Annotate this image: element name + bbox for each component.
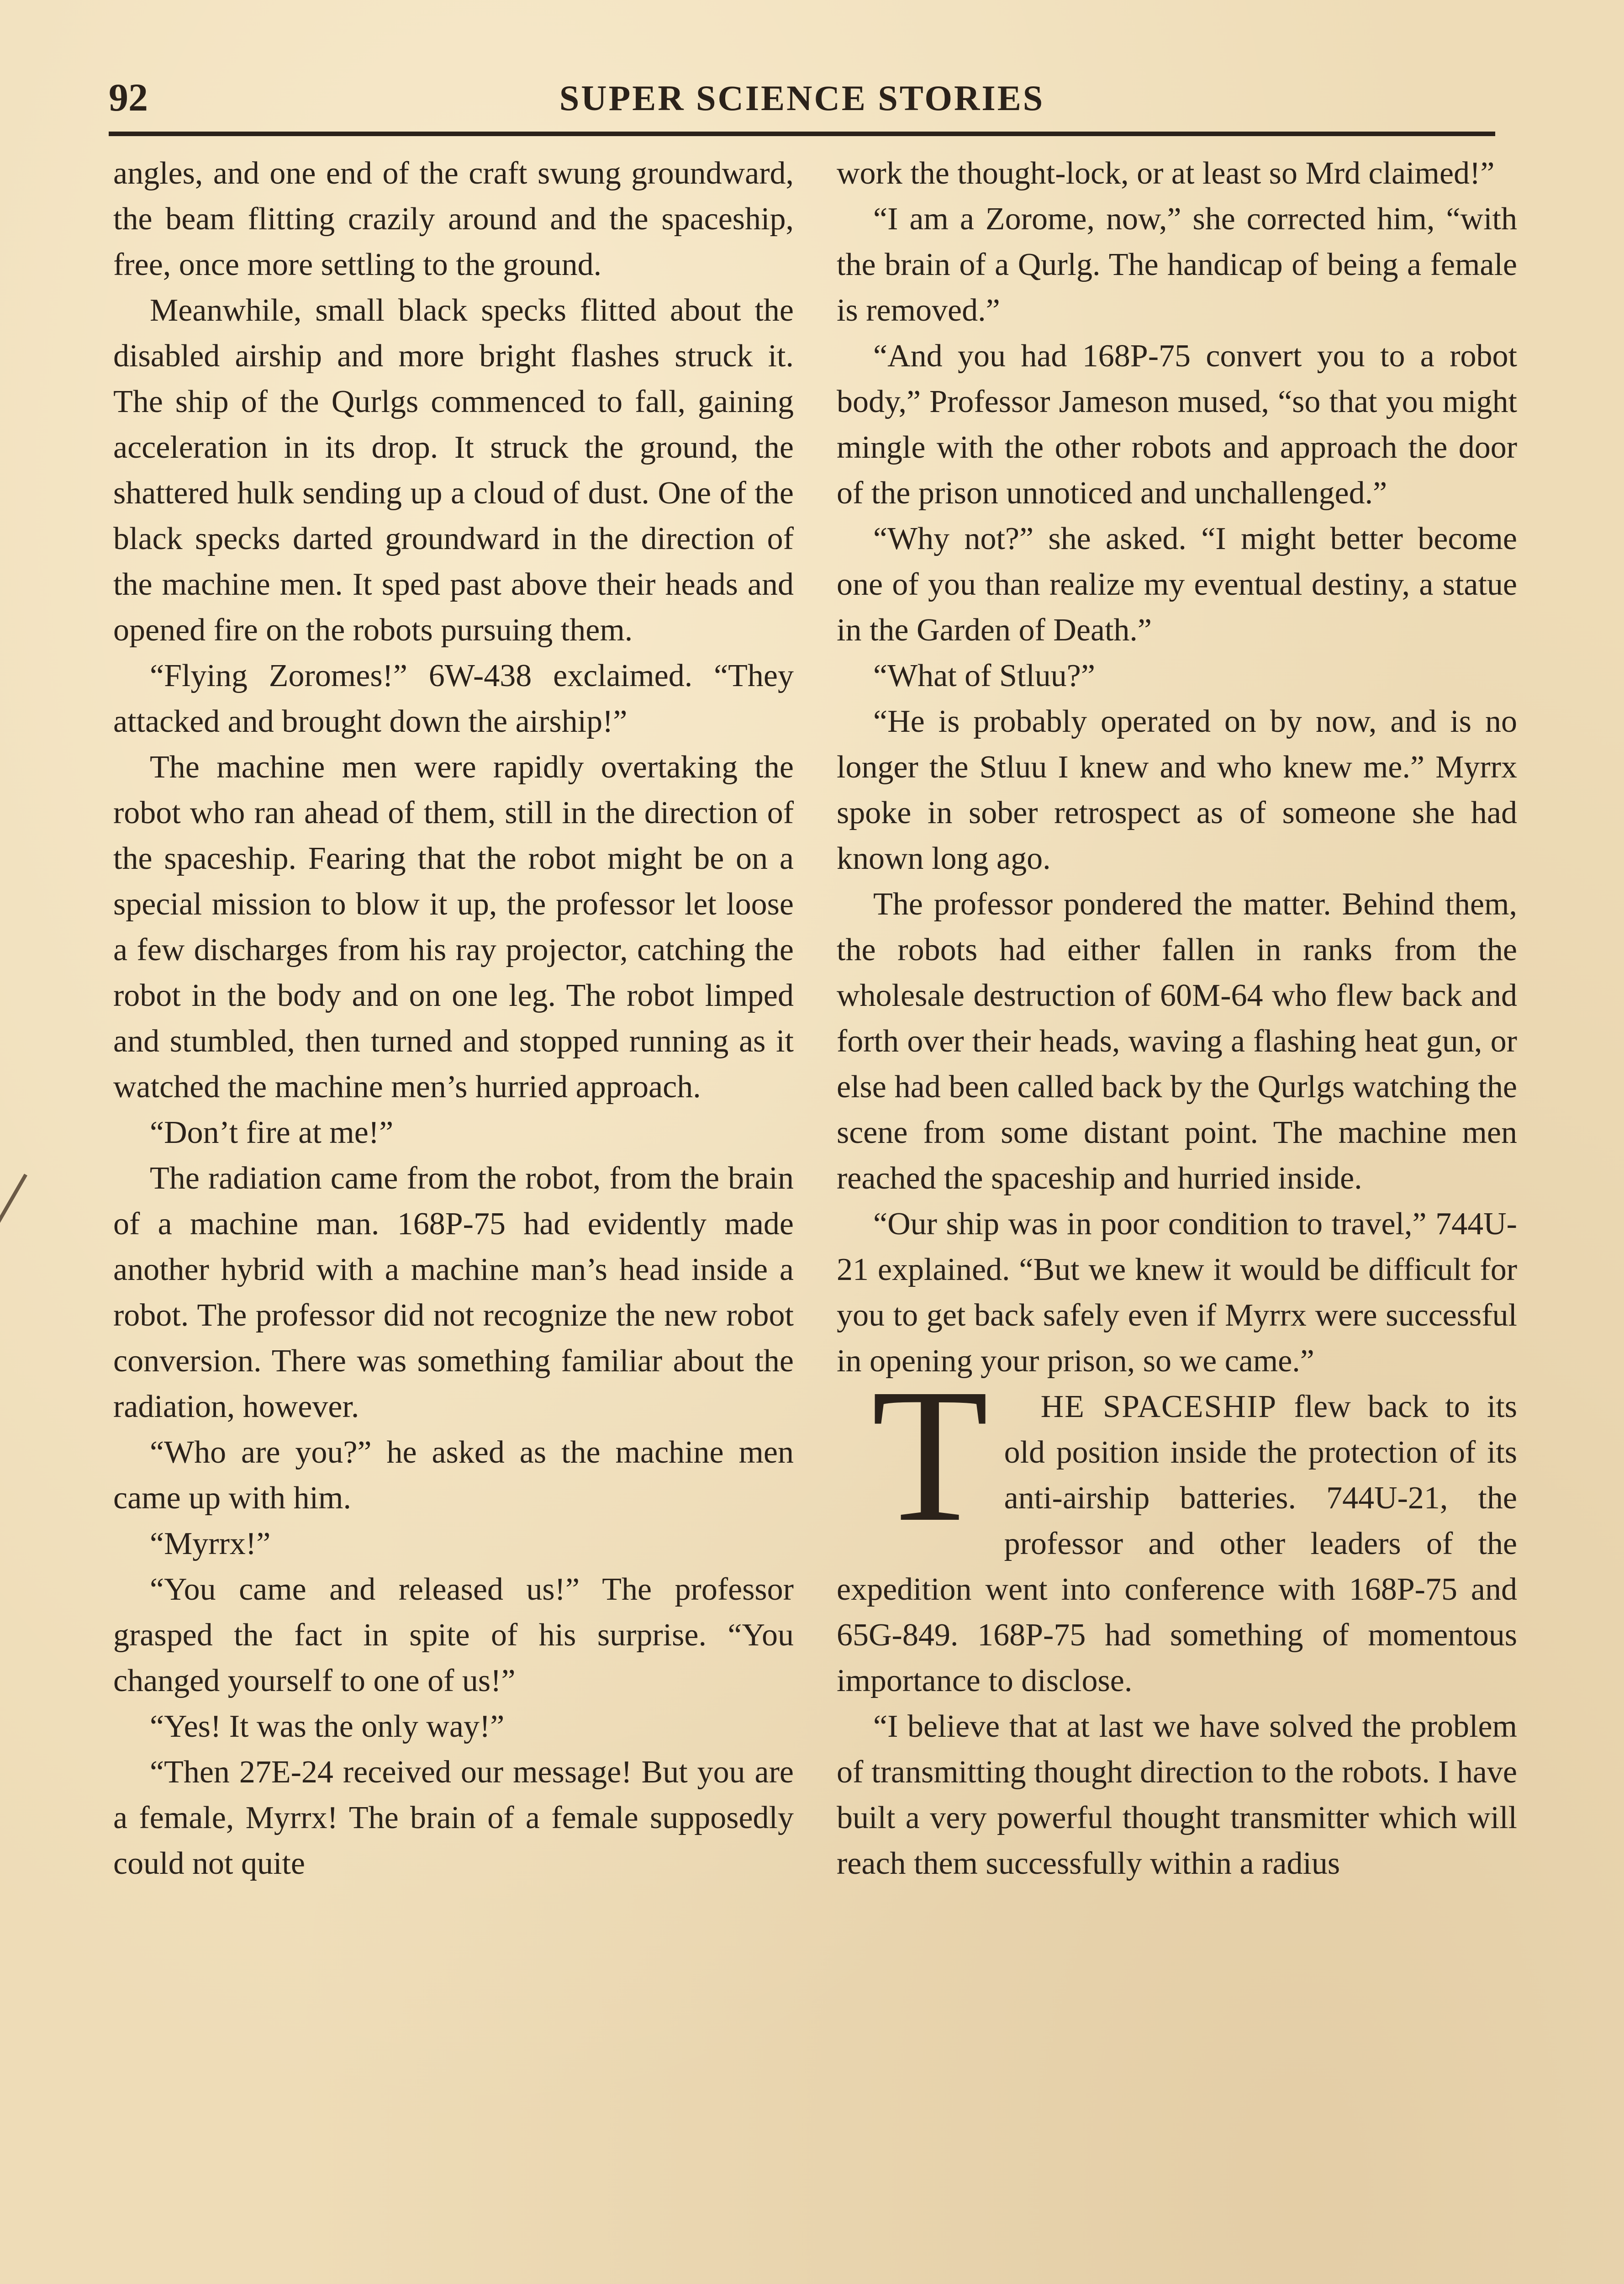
paragraph: “Flying Zoromes!” 6W-438 exclaimed. “They attacked and brought down the airship!” <box>113 658 794 739</box>
paragraph: “Our ship was in poor condition to travel,” 744U-21 explained. “But we knew it would be difficult for you to get back safely even if Myrrx were successful in opening your prison, so we came.” <box>837 1206 1517 1379</box>
paragraph: The machine men were rapidly overtaking the robot who ran ahead of them, still in the direction of the spaceship. Fearing that the robot might be on a special mission to blow it up, the professor let loose a few discharges from his ray projector, catching the robot in the body and on one leg. The robot limped and stumbled, then turned and stopped running as it watched the machine men’s hurried approach. <box>113 750 794 1105</box>
paragraph: “What of Stluu?” <box>873 658 1095 693</box>
page-header <box>109 75 1495 132</box>
paragraph: “Yes! It was the only way!” <box>150 1709 505 1744</box>
paragraph: The professor pondered the matter. Behind them, the robots had either fallen in ranks from the wholesale destruction of 60M-64 who flew back and forth over their heads, waving a flashing heat gun, or else had been called back by the Qurlgs watching the scene from some distant point. The machine men reached the spaceship and hurried inside. <box>837 887 1517 1196</box>
header-rule <box>109 132 1495 136</box>
paragraph: “I believe that at last we have solved the problem of transmitting thought direction to the robots. I have built a very powerful thought transmitter which will reach them successfully within a radius <box>837 1709 1517 1881</box>
right-column <box>837 151 1517 1887</box>
paragraph: “You came and released us!” The professor grasped the fact in spite of his surprise. “You changed yourself to one of us!” <box>113 1572 794 1698</box>
paragraph: “Don’t fire at me!” <box>150 1115 394 1150</box>
page-number: 92 <box>109 75 148 119</box>
paragraph: “Who are you?” he asked as the machine men came up with him. <box>113 1435 794 1516</box>
paragraph: “He is probably operated on by now, and is no longer the Stluu I knew and who knew me.” Myrrx spoke in sober retrospect as of someone she had known long ago. <box>837 704 1517 876</box>
paragraph: Meanwhile, small black specks flitted about the disabled airship and more bright flashes struck it. The ship of the Qurlgs commenced to fall, gaining acceleration in its drop. It struck the ground, the shattered hulk sending up a cloud of dust. One of the black specks darted groundward in the direction of the machine men. It sped past above their heads and opened fire on the robots pursuing them. <box>113 293 794 648</box>
paragraph-text: flew back to its old position inside the protection of its anti-airship batteries. 744U-21, the professor and other leaders of the expedition went into conference with 168P-75 and 65G-849. 168P-75 had something of momentous importance to disclose. <box>837 1389 1517 1698</box>
paragraph: The radiation came from the robot, from the brain of a machine man. 168P-75 had evidently made another hybrid with a machine man’s head inside a robot. The professor did not recognize the new robot conversion. There was something familiar about the radiation, however. <box>113 1161 794 1424</box>
paragraph: “Then 27E-24 received our message! But you are a female, Myrrx! The brain of a female supposedly could not quite <box>113 1755 794 1881</box>
section-opening-paragraph <box>837 1349 1517 1704</box>
paragraph: “Myrrx!” <box>150 1526 271 1561</box>
left-column <box>113 151 794 1887</box>
paragraph: “And you had 168P-75 convert you to a robot body,” Professor Jameson mused, “so that you might mingle with the other robots and approach the door of the prison unnoticed and unchallenged.” <box>837 338 1517 511</box>
paragraph: angles, and one end of the craft swung groundward, the beam flitting crazily around and the spaceship, free, once more settling to the ground. <box>113 156 794 282</box>
lead-in-text: HE SPACESHIP <box>1040 1389 1277 1424</box>
paragraph: “I am a Zorome, now,” she corrected him, “with the brain of a Qurlg. The handicap of being a female is removed.” <box>837 201 1517 328</box>
paragraph: “Why not?” she asked. “I might better become one of you than realize my eventual destiny, a statue in the Garden of Death.” <box>837 521 1517 648</box>
drop-cap: T <box>871 1349 989 1561</box>
paragraph: work the thought-lock, or at least so Mrd claimed!” <box>837 156 1495 191</box>
running-title: SUPER SCIENCE STORIES <box>559 78 1045 118</box>
